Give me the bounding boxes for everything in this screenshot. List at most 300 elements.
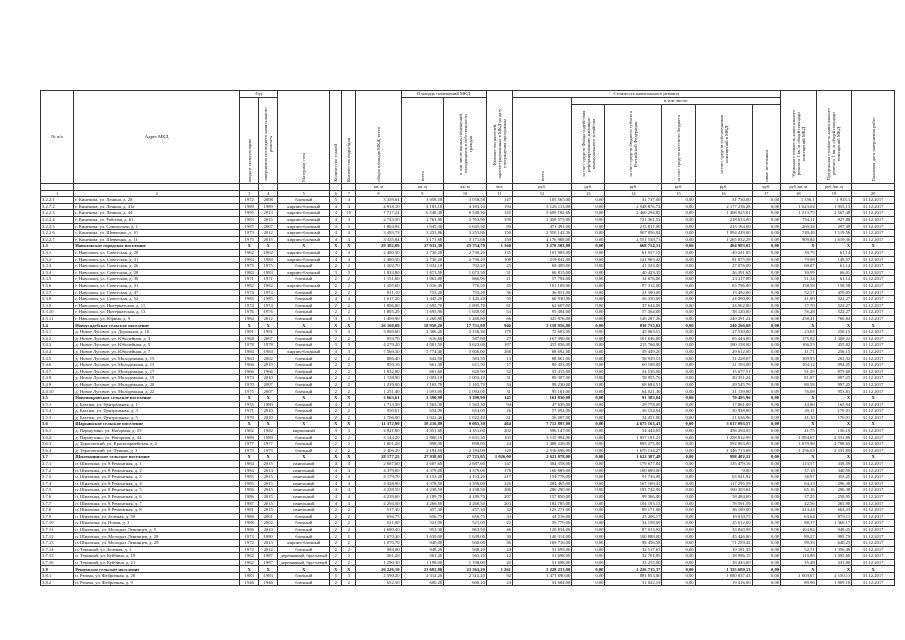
table-cell: 6 548,30 bbox=[444, 210, 487, 217]
table-cell: 23 363,20 bbox=[444, 566, 487, 573]
table-cell: 31.12.2017 bbox=[852, 434, 895, 441]
table-row bbox=[41, 197, 895, 204]
address-cell: Шарьинское сельское поселение bbox=[74, 421, 240, 428]
table-row bbox=[41, 513, 895, 520]
table-cell: 0,00 bbox=[572, 322, 605, 329]
table-cell: 3 228 233,00 bbox=[512, 566, 571, 573]
table-cell: 0,00 bbox=[752, 487, 781, 494]
table-cell: 2 bbox=[342, 520, 356, 527]
table-cell: панельный bbox=[278, 480, 330, 487]
table-cell: 2 bbox=[330, 355, 342, 362]
unit-cell: руб. bbox=[752, 184, 781, 191]
table-cell: 1989 bbox=[240, 203, 259, 210]
table-cell: 4 238,50 bbox=[401, 487, 444, 494]
address-cell: д. Тарасовский, ул. Ленина, д. 3 bbox=[74, 447, 240, 454]
table-cell: 0,00 bbox=[752, 197, 781, 204]
table-cell: 0,00 bbox=[752, 210, 781, 217]
table-cell: 5 609 182,66 bbox=[512, 210, 571, 217]
table-cell: 661,30 bbox=[401, 362, 444, 369]
table-cell: 36 831,00 bbox=[512, 289, 571, 296]
table-cell: 31.12.2017 bbox=[852, 329, 895, 336]
table-cell: 457,30 bbox=[444, 507, 487, 514]
table-cell: 0,00 bbox=[572, 289, 605, 296]
table-cell: 0,00 bbox=[662, 414, 695, 421]
table-cell: 879,11 bbox=[816, 513, 852, 520]
table-cell: 2 bbox=[330, 381, 342, 388]
table-cell: 0,00 bbox=[572, 533, 605, 540]
table-cell: 0,00 bbox=[572, 500, 605, 507]
table-cell: 1966 bbox=[240, 368, 259, 375]
table-cell: 2 bbox=[342, 282, 356, 289]
row-number-cell: 3.3.2 bbox=[41, 256, 74, 263]
table-row bbox=[41, 309, 895, 316]
table-cell: 126 287,26 bbox=[605, 315, 662, 322]
table-cell: 0,00 bbox=[662, 282, 695, 289]
table-cell: 31.12.2017 bbox=[852, 276, 895, 283]
table-cell: блочный bbox=[278, 546, 330, 553]
table-cell: 4 bbox=[330, 203, 342, 210]
table-cell: 7 712 897,00 bbox=[512, 421, 571, 428]
table-cell: 521,00 bbox=[444, 520, 487, 527]
table-cell: 193 742,96 bbox=[605, 487, 662, 494]
table-cell: X bbox=[259, 454, 278, 461]
table-cell: 0,00 bbox=[662, 289, 695, 296]
table-cell: 1 308,22 bbox=[816, 335, 852, 342]
table-cell: 17 bbox=[486, 362, 512, 369]
table-cell: 31.12.2017 bbox=[852, 269, 895, 276]
table-cell: 89 307,00 bbox=[512, 375, 571, 382]
table-cell: 1 151,60 bbox=[356, 276, 401, 283]
table-cell: 2 551 538,71 bbox=[605, 236, 662, 243]
address-cell: п. Решма, ул. Фабричная, д. 9 bbox=[74, 579, 240, 586]
table-cell: 79,08 bbox=[781, 256, 817, 263]
table-cell: кирпич-блочный bbox=[278, 203, 330, 210]
table-cell: 156,19 bbox=[816, 427, 852, 434]
table-cell: 175,02 bbox=[781, 335, 817, 342]
address-cell: д. Новое Луговое, ул. Дорожная, д. 16 bbox=[74, 329, 240, 336]
table-cell: 240 266,68 bbox=[695, 322, 752, 329]
table-cell: X bbox=[816, 421, 852, 428]
year-built-header: ввода в эксплуатацию bbox=[240, 98, 259, 184]
table-cell: 4 379,00 bbox=[356, 467, 401, 474]
table-cell: 2 bbox=[330, 441, 342, 448]
table-cell: 2 763,90 bbox=[444, 216, 487, 223]
table-cell: 1 805,20 bbox=[356, 309, 401, 316]
row-number-cell: 3.7.10 bbox=[41, 520, 74, 527]
table-cell: 58 939,13 bbox=[605, 355, 662, 362]
table-cell: X bbox=[781, 322, 817, 329]
table-cell: 1962 bbox=[240, 559, 259, 566]
table-cell: 4 266,50 bbox=[444, 500, 487, 507]
address-cell: п. Шилекша, ул. Новая, д. 3 bbox=[74, 520, 240, 527]
address-cell: п. Решма, ул. Фабричная, д. 28 bbox=[74, 573, 240, 580]
column-number-cell: 13 bbox=[572, 190, 605, 197]
table-cell: 160 889,00 bbox=[512, 467, 571, 474]
table-cell: панельный bbox=[278, 460, 330, 467]
table-cell: 1 563,30 bbox=[444, 401, 487, 408]
table-cell: 1977 bbox=[259, 441, 278, 448]
table-cell: 2 bbox=[330, 263, 342, 270]
table-row bbox=[41, 434, 895, 441]
table-cell: 78 591,59 bbox=[695, 500, 752, 507]
table-cell: 2 bbox=[342, 355, 356, 362]
table-cell: 0,00 bbox=[752, 467, 781, 474]
table-cell: 24 bbox=[486, 579, 512, 586]
table-cell: 25 bbox=[486, 263, 512, 270]
table-row bbox=[41, 329, 895, 336]
table-cell: блочный bbox=[278, 533, 330, 540]
table-cell: 1 094 439,00 bbox=[695, 230, 752, 237]
table-cell: 1 003,07 bbox=[781, 573, 817, 580]
table-cell: 2015 bbox=[259, 216, 278, 223]
table-cell: 2 763,90 bbox=[401, 216, 444, 223]
row-number-cell: 3.5.2 bbox=[41, 408, 74, 415]
address-cell: п. Темпный, ул. Куйбина, д. 19 bbox=[74, 553, 240, 560]
address-cell: д. Бахтиж, ул. Центральная, д. 1 bbox=[74, 401, 240, 408]
table-cell: 203 bbox=[486, 500, 512, 507]
table-cell: 233,80 bbox=[816, 559, 852, 566]
table-cell: 0,00 bbox=[752, 460, 781, 467]
table-cell: 63 796,00 bbox=[695, 282, 752, 289]
table-cell: 29 612,00 bbox=[695, 348, 752, 355]
table-cell: 31 022,19 bbox=[605, 579, 662, 586]
table-cell: кирпич-блочный bbox=[278, 249, 330, 256]
address-cell: д. Бахтиж, ул. Центральная, д. 5 bbox=[74, 414, 240, 421]
table-cell: 4 bbox=[330, 487, 342, 494]
table-cell: 0,00 bbox=[752, 441, 781, 448]
table-cell: 31.12.2017 bbox=[852, 256, 895, 263]
table-cell: 3 171,68 bbox=[401, 236, 444, 243]
table-cell: 1 009,10 bbox=[816, 579, 852, 586]
table-cell: 89,96 bbox=[781, 579, 817, 586]
table-row bbox=[41, 256, 895, 263]
table-cell: 31 139,90 bbox=[695, 388, 752, 395]
table-cell: 64,23 bbox=[781, 480, 817, 487]
table-cell: 0,00 bbox=[662, 579, 695, 586]
table-cell: 150 bbox=[486, 236, 512, 243]
table-cell: 4 bbox=[330, 460, 342, 467]
table-cell: 0,00 bbox=[662, 236, 695, 243]
table-cell: 31.12.2017 bbox=[852, 388, 895, 395]
table-cell: X bbox=[278, 395, 330, 402]
table-cell: 170,01 bbox=[816, 408, 852, 415]
table-cell: 0,00 bbox=[662, 203, 695, 210]
table-cell: 2 531,80 bbox=[816, 434, 852, 441]
table-cell: 1 631,30 bbox=[444, 434, 487, 441]
table-cell: 31.12.2017 bbox=[852, 309, 895, 316]
column-number-cell: 4 bbox=[259, 190, 278, 197]
table-cell: 2 730,20 bbox=[401, 249, 444, 256]
table-cell: 2012 bbox=[259, 230, 278, 237]
table-cell: 31.12.2017 bbox=[852, 381, 895, 388]
table-cell: 250,13 bbox=[816, 329, 852, 336]
table-cell: 1 857 191,21 bbox=[605, 434, 662, 441]
table-cell: 1975 bbox=[240, 447, 259, 454]
table-cell: кирпич-блочный bbox=[278, 210, 330, 217]
table-cell: 702,20 bbox=[444, 263, 487, 270]
table-cell: 2 723,50 bbox=[356, 216, 401, 223]
table-cell: 37 644,00 bbox=[605, 302, 662, 309]
table-cell: 2007 bbox=[259, 381, 278, 388]
table-cell: 4 351,60 bbox=[401, 427, 444, 434]
row-number-cell: 3.4.6 bbox=[41, 362, 74, 369]
table-cell: 158,58 bbox=[816, 282, 852, 289]
table-cell: 2 bbox=[342, 513, 356, 520]
row-number-cell: 3.3.11 bbox=[41, 315, 74, 322]
table-cell: 1 713,30 bbox=[356, 401, 401, 408]
table-cell: 1976 bbox=[259, 309, 278, 316]
table-cell: 0,00 bbox=[572, 315, 605, 322]
table-cell: 1995 bbox=[240, 210, 259, 217]
table-cell: 1984 bbox=[240, 315, 259, 322]
table-cell: 2010 bbox=[259, 408, 278, 415]
table-cell: X bbox=[259, 243, 278, 250]
table-cell: 4 153,20 bbox=[401, 474, 444, 481]
table-cell: 0,00 bbox=[572, 467, 605, 474]
table-cell: X bbox=[330, 454, 342, 461]
table-cell: 0,00 bbox=[572, 269, 605, 276]
row-number-cell: 3.4.4 bbox=[41, 348, 74, 355]
area-total-header: всего bbox=[401, 98, 444, 184]
table-cell: 1 706,00 bbox=[356, 414, 401, 421]
row-number-cell: 3.4.9 bbox=[41, 381, 74, 388]
table-cell: 0,00 bbox=[662, 559, 695, 566]
table-cell: 17 751,90 bbox=[444, 322, 487, 329]
table-cell: 1 022,40 bbox=[444, 414, 487, 421]
table-cell: 3 bbox=[342, 573, 356, 580]
area-group-header: Площадь помещений МКД bbox=[401, 91, 486, 98]
table-cell: 2 156,30 bbox=[444, 329, 487, 336]
column-number-cell: 16 bbox=[695, 190, 752, 197]
table-cell: 1 695,70 bbox=[401, 302, 444, 309]
table-row bbox=[41, 573, 895, 580]
table-cell: 0,00 bbox=[572, 210, 605, 217]
row-number-cell: 3.7.13 bbox=[41, 540, 74, 547]
table-cell: 754,11 bbox=[781, 216, 817, 223]
table-cell: 3 171,68 bbox=[444, 236, 487, 243]
table-cell: 1983 bbox=[259, 573, 278, 580]
table-cell: 0,00 bbox=[662, 368, 695, 375]
table-cell: 0,00 bbox=[752, 480, 781, 487]
section-row bbox=[41, 566, 895, 573]
table-cell: 31.12.2017 bbox=[852, 348, 895, 355]
table-cell: 22 bbox=[486, 520, 512, 527]
table-cell: блочный bbox=[278, 276, 330, 283]
table-cell: 2 bbox=[342, 579, 356, 586]
table-cell: кирпич-блочный bbox=[278, 236, 330, 243]
table-cell: 31.12.2017 bbox=[852, 210, 895, 217]
section-row bbox=[41, 322, 895, 329]
table-cell: 62 607,00 bbox=[512, 302, 571, 309]
address-cell: г. Наволоки, ул. Юрина, д. 9 bbox=[74, 315, 240, 322]
table-cell: 32 bbox=[486, 368, 512, 375]
table-cell: 31 bbox=[486, 388, 512, 395]
table-cell: 19 416,00 bbox=[695, 579, 752, 586]
table-cell: 1974 bbox=[240, 289, 259, 296]
table-cell: 2 194,50 bbox=[401, 447, 444, 454]
table-cell: 1989 bbox=[240, 434, 259, 441]
table-cell: 2 bbox=[330, 289, 342, 296]
table-cell: 0,00 bbox=[662, 269, 695, 276]
table-cell: 4 bbox=[330, 210, 342, 217]
table-cell: 0,00 bbox=[572, 223, 605, 230]
table-cell: 31.12.2017 bbox=[852, 368, 895, 375]
row-number-cell: 3.7 bbox=[41, 454, 74, 461]
table-cell: блочный bbox=[278, 447, 330, 454]
table-cell: 20 bbox=[486, 559, 512, 566]
unit-cost-header: Удельная стоимость капитального ремонта 1 кв. м общей площади помещений МКД bbox=[781, 91, 817, 184]
table-cell: 4 bbox=[342, 216, 356, 223]
table-cell: 15 492,00 bbox=[695, 289, 752, 296]
table-row bbox=[41, 203, 895, 210]
table-cell: 3 bbox=[342, 269, 356, 276]
table-cell: 2 bbox=[330, 553, 342, 560]
table-cell: 156 bbox=[486, 230, 512, 237]
table-cell: 0,00 bbox=[662, 355, 695, 362]
table-cell: 91 736,08 bbox=[605, 474, 662, 481]
table-cell: блочный bbox=[278, 381, 330, 388]
table-cell: 31.12.2017 bbox=[852, 500, 895, 507]
table-cell: 2 480,50 bbox=[356, 249, 401, 256]
table-cell: 4 176 988,00 bbox=[512, 236, 571, 243]
table-row bbox=[41, 480, 895, 487]
table-cell: 31.12.2017 bbox=[852, 296, 895, 303]
table-cell: 2001 bbox=[259, 513, 278, 520]
table-cell: 296,38 bbox=[816, 480, 852, 487]
table-cell: кирпич-блочный bbox=[278, 216, 330, 223]
table-cell: 66,01 bbox=[816, 269, 852, 276]
table-cell: 31.12.2017 bbox=[852, 493, 895, 500]
table-cell: 26 160,00 bbox=[356, 322, 401, 329]
table-cell: 51 698,00 bbox=[512, 559, 571, 566]
table-cell: 0,00 bbox=[572, 474, 605, 481]
table-body bbox=[41, 197, 895, 586]
table-cell: X bbox=[342, 243, 356, 250]
unit-cell: руб./кв. м bbox=[816, 184, 852, 191]
table-cell: 2 bbox=[342, 335, 356, 342]
table-cell: 2 480,50 bbox=[356, 256, 401, 263]
table-cell: 0,00 bbox=[752, 579, 781, 586]
table-cell: 1 468 025,01 bbox=[695, 210, 752, 217]
table-cell: 2 bbox=[330, 282, 342, 289]
table-cell: 218 633,00 bbox=[695, 216, 752, 223]
table-cell: 178 bbox=[486, 467, 512, 474]
table-cell: 2 bbox=[342, 540, 356, 547]
table-cell: 19 181,35 bbox=[695, 546, 752, 553]
table-cell: 0,00 bbox=[662, 296, 695, 303]
table-cell: 32 bbox=[486, 507, 512, 514]
table-cell: 0,00 bbox=[572, 302, 605, 309]
table-cell: 0,00 bbox=[752, 421, 781, 428]
table-cell: 61 557,15 bbox=[605, 249, 662, 256]
table-cell: 59 770,00 bbox=[512, 520, 571, 527]
table-cell: X bbox=[278, 322, 330, 329]
address-cell: г. Кинешма, ул. Рабочая, д. 61 bbox=[74, 216, 240, 223]
unit-cell bbox=[342, 184, 356, 191]
table-cell: 31.12.2017 bbox=[852, 474, 895, 481]
table-cell: 0,00 bbox=[662, 467, 695, 474]
table-cell: 38 120,00 bbox=[695, 309, 752, 316]
table-cell: 26 391,65 bbox=[695, 269, 752, 276]
address-cell: д. Новое Луговое, ул. Молодежная, д. 15 bbox=[74, 355, 240, 362]
column-number-cell: 8 bbox=[356, 190, 401, 197]
row-number-cell: 3.7.1 bbox=[41, 460, 74, 467]
table-cell: 997,25 bbox=[816, 381, 852, 388]
table-cell: 4 bbox=[330, 467, 342, 474]
table-cell: 1986 bbox=[240, 526, 259, 533]
table-cell: 2 550 142,36 bbox=[512, 230, 571, 237]
table-cell: 3 058,58 bbox=[401, 197, 444, 204]
table-cell: 2 bbox=[330, 434, 342, 441]
table-cell: 37,18 bbox=[781, 467, 817, 474]
table-cell: 1 063,80 bbox=[401, 276, 444, 283]
table-cell: 3 bbox=[330, 315, 342, 322]
table-cell: 57 092,00 bbox=[512, 408, 571, 415]
table-cell: 284 465,00 bbox=[512, 480, 571, 487]
table-cell: 4 379,00 bbox=[401, 467, 444, 474]
table-cell: 31.12.2017 bbox=[852, 289, 895, 296]
table-cell: 3 144,20 bbox=[356, 434, 401, 441]
table-cell: 1 806,80 bbox=[356, 302, 401, 309]
table-cell: 100 888,00 bbox=[605, 533, 662, 540]
table-cell: 0,00 bbox=[572, 520, 605, 527]
table-cell: 994,25 bbox=[816, 362, 852, 369]
address-cell: п. Шилекша, ул. Зеленая, д. 50 bbox=[74, 513, 240, 520]
row-number-cell: 3.2.2.3 bbox=[41, 210, 74, 217]
table-cell: X bbox=[781, 243, 817, 250]
address-cell: п. Темпный, ул. Куйбина, д. 21 bbox=[74, 559, 240, 566]
table-cell: 4 bbox=[330, 256, 342, 263]
table-cell: 1966 bbox=[240, 362, 259, 369]
row-number-cell: 3.4.1 bbox=[41, 329, 74, 336]
table-cell: 4 bbox=[330, 480, 342, 487]
table-cell: 34 676,00 bbox=[605, 276, 662, 283]
table-cell: 31.12.2017 bbox=[852, 335, 895, 342]
section-row bbox=[41, 395, 895, 402]
table-cell: 0,00 bbox=[662, 243, 695, 250]
table-cell: 2015 bbox=[259, 460, 278, 467]
table-cell: 27 530,00 bbox=[695, 329, 752, 336]
table-cell: X bbox=[816, 395, 852, 402]
table-cell: 1 265 032,29 bbox=[695, 236, 752, 243]
table-cell: 1 198,00 bbox=[401, 559, 444, 566]
deadline-header: Плановая дата завершения работ bbox=[852, 91, 895, 184]
table-cell: 0,00 bbox=[662, 441, 695, 448]
table-cell: 0,00 bbox=[572, 427, 605, 434]
table-cell: 0,00 bbox=[662, 454, 695, 461]
table-cell: 1 458 575,00 bbox=[512, 216, 571, 223]
table-cell: 147 bbox=[486, 460, 512, 467]
table-cell: X bbox=[852, 566, 895, 573]
table-cell: 1975 bbox=[240, 263, 259, 270]
table-cell: 927,88 bbox=[816, 216, 852, 223]
column-number-cell: 18 bbox=[781, 190, 817, 197]
table-cell: 45 426,00 bbox=[695, 533, 752, 540]
row-number-cell: 3.4.3 bbox=[41, 342, 74, 349]
table-cell: 34 bbox=[486, 513, 512, 520]
table-cell: 4 921,80 bbox=[356, 427, 401, 434]
row-number-cell: 3.7.15 bbox=[41, 553, 74, 560]
table-cell: 1984 bbox=[259, 348, 278, 355]
table-cell: 268 bbox=[486, 348, 512, 355]
table-cell: 1 563,30 bbox=[401, 401, 444, 408]
table-cell: блочный bbox=[278, 315, 330, 322]
table-cell: 464 bbox=[486, 421, 512, 428]
table-cell: 2 bbox=[330, 559, 342, 566]
table-cell: 0,00 bbox=[572, 368, 605, 375]
table-cell: 0,00 bbox=[752, 447, 781, 454]
table-cell: 63 041,92 bbox=[695, 474, 752, 481]
